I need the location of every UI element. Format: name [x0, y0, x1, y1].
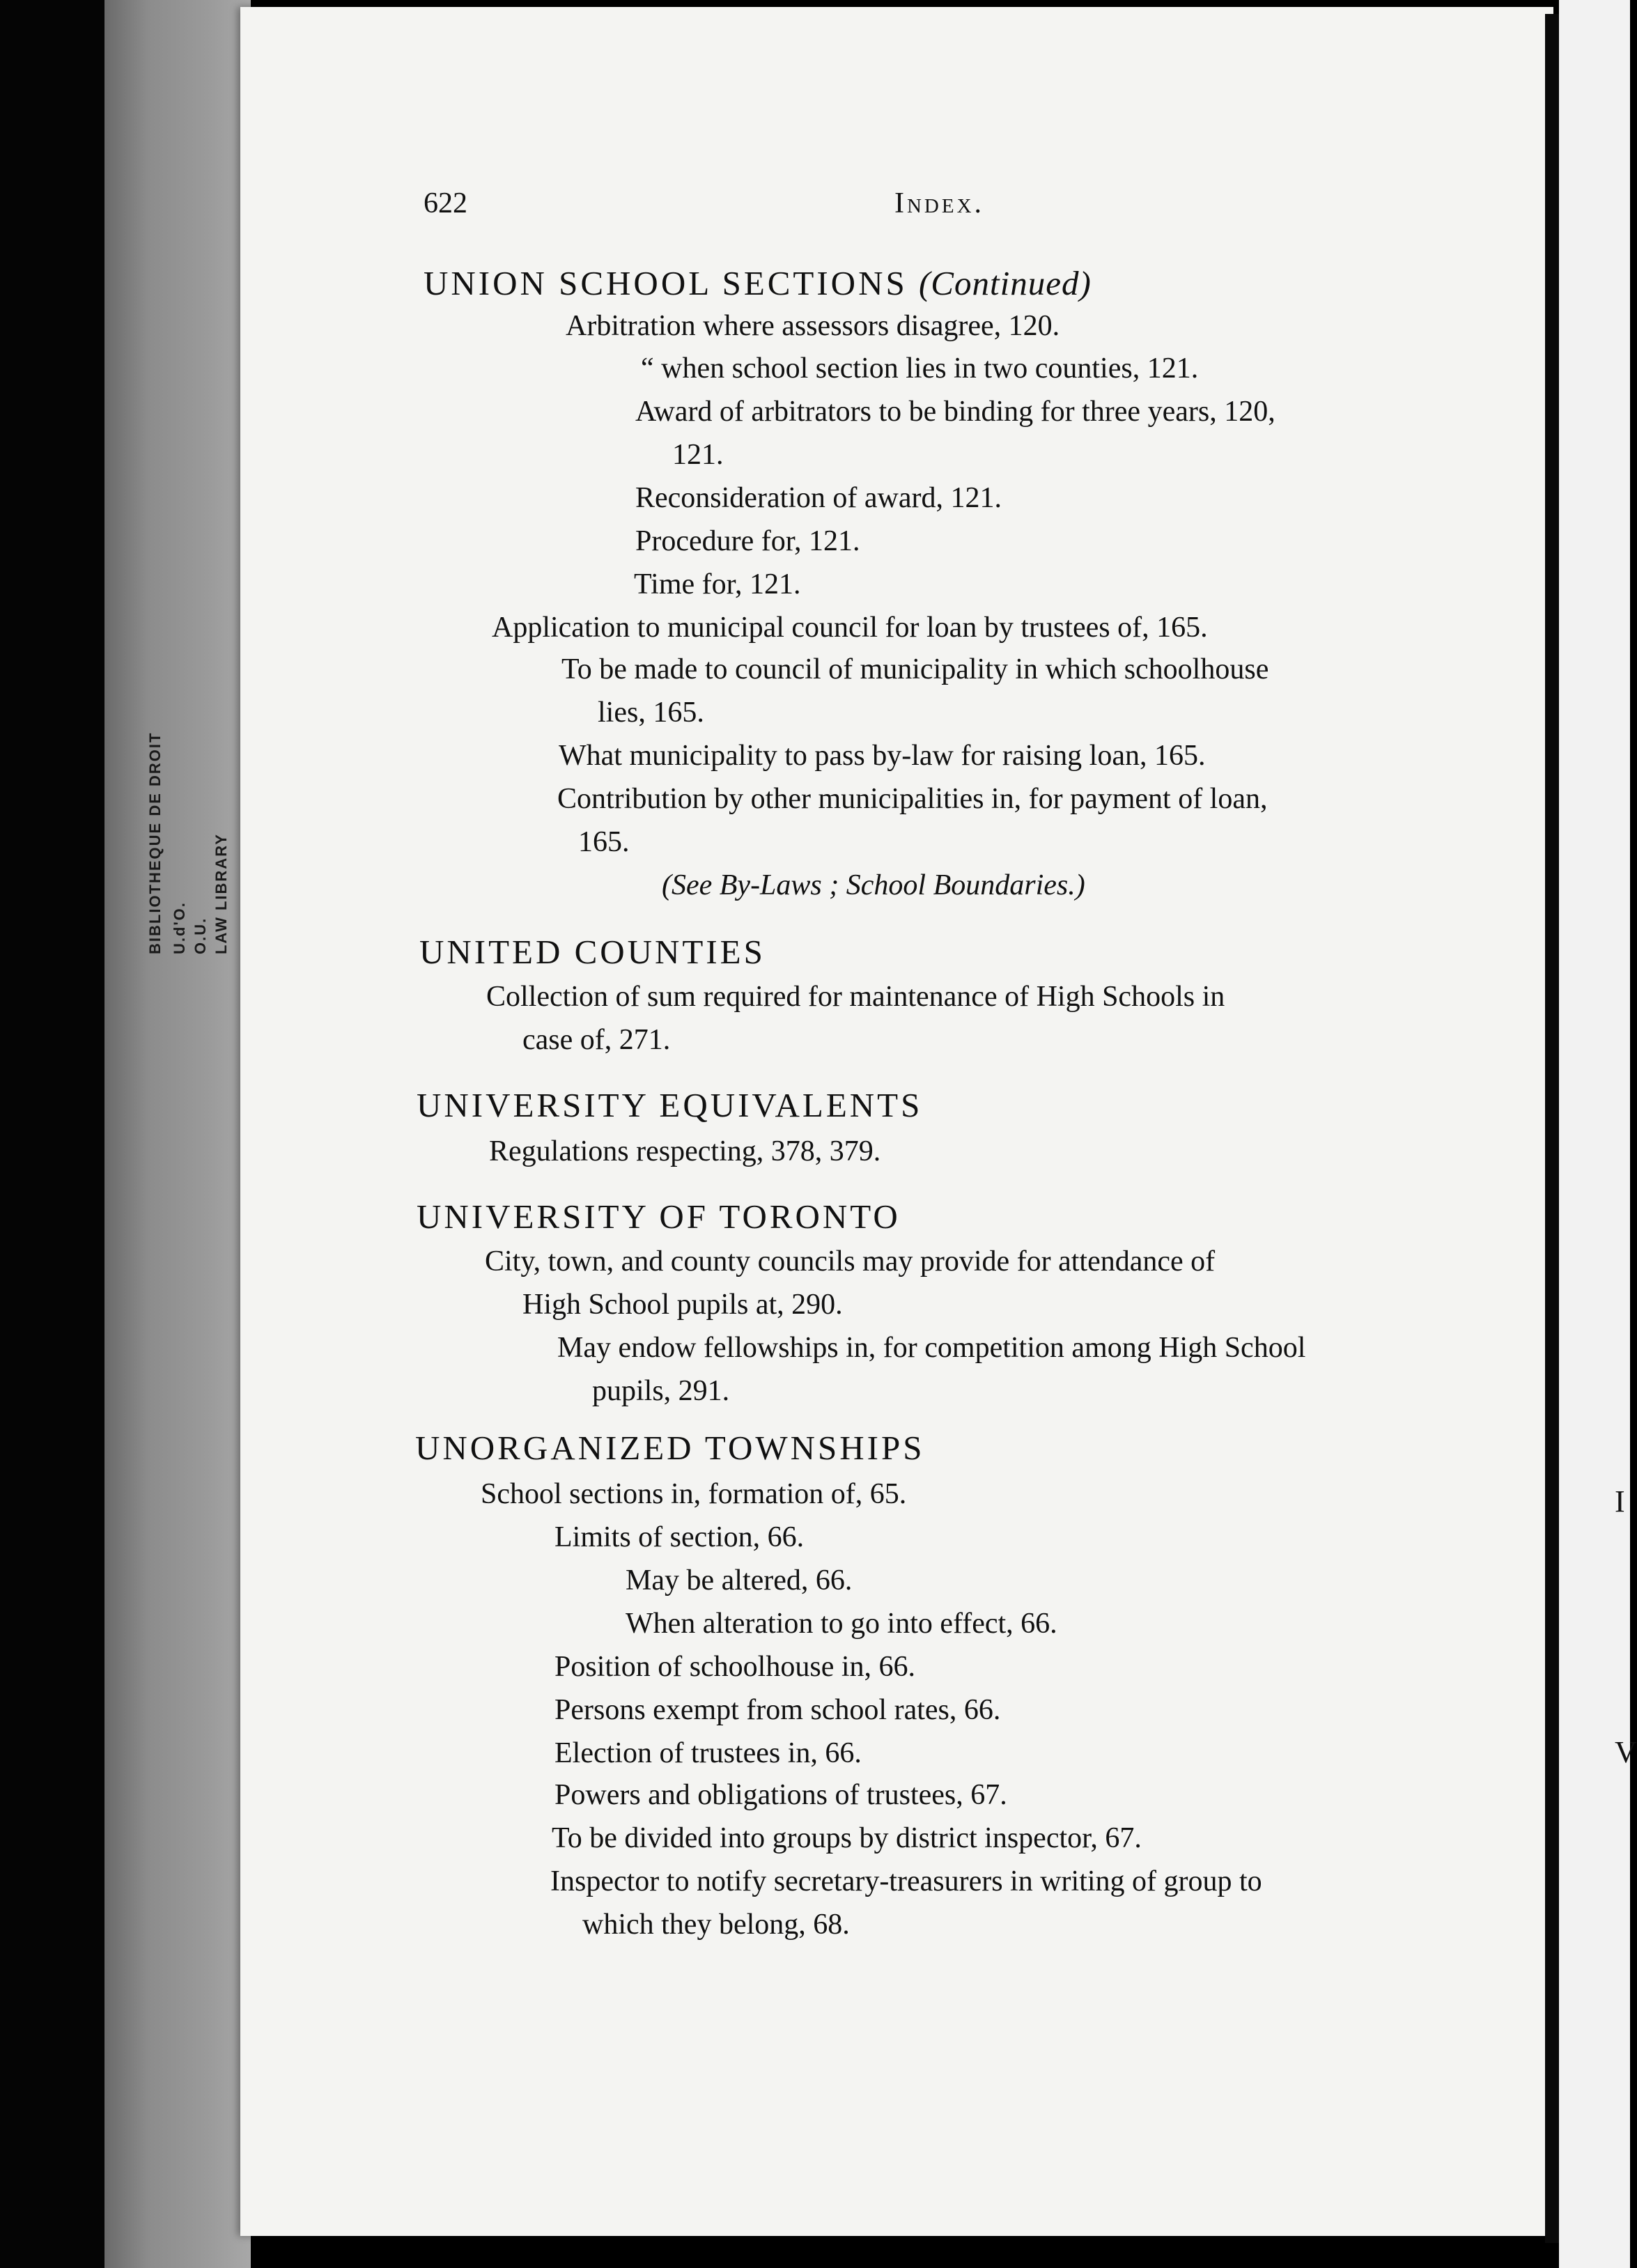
index-entry: Contribution by other municipalities in, for payment of loan,	[557, 783, 1268, 815]
facing-page-gutter	[1545, 14, 1559, 2243]
page-block-edge	[104, 0, 251, 2268]
index-entry: Persons exempt from school rates, 66.	[554, 1694, 1001, 1726]
index-entry: Collection of sum required for maintenance of High Schools in	[486, 981, 1225, 1013]
index-entry: Arbitration where assessors disagree, 120.	[566, 310, 1060, 342]
index-entry: 121.	[672, 439, 724, 471]
index-entry: City, town, and county councils may provide for attendance of	[485, 1245, 1216, 1277]
index-entry: May endow fellowships in, for competition among High School	[557, 1332, 1306, 1364]
index-entry: lies, 165.	[598, 697, 704, 729]
index-entry: Limits of section, 66.	[554, 1521, 805, 1553]
index-entry: Inspector to notify secretary-treasurers in writing of group to	[550, 1865, 1262, 1897]
facing-page-edge	[1559, 0, 1630, 2268]
index-entry: School sections in, formation of, 65.	[481, 1478, 907, 1510]
index-heading	[424, 266, 1092, 300]
index-heading: UNIVERSITY EQUIVALENTS	[417, 1086, 923, 1124]
facing-page-glyph: V	[1615, 1735, 1637, 1769]
running-title: Index.	[894, 187, 985, 219]
index-entry: Reconsideration of award, 121.	[635, 482, 1002, 514]
index-entry: Regulations respecting, 378, 379.	[489, 1135, 881, 1167]
continued-label: (Continued)	[918, 264, 1092, 302]
library-stamp	[139, 536, 230, 954]
index-entry: pupils, 291.	[592, 1375, 730, 1407]
index-entry: Award of arbitrators to be binding for three years, 120,	[635, 396, 1275, 428]
index-heading: UNITED COUNTIES	[419, 933, 766, 971]
facing-page-glyph: I	[1615, 1484, 1625, 1519]
page-number: 622	[424, 187, 467, 219]
index-entry: Procedure for, 121.	[635, 525, 860, 557]
index-entry: When alteration to go into effect, 66.	[626, 1608, 1057, 1640]
index-entry: High School pupils at, 290.	[522, 1289, 843, 1321]
index-entry: “ when school section lies in two counties, 121.	[641, 352, 1199, 385]
heading-text: UNION SCHOOL SECTIONS	[424, 264, 908, 302]
index-entry: Application to municipal council for loan by trustees of, 165.	[492, 612, 1208, 644]
stamp-line: LAW LIBRARY	[212, 833, 230, 954]
index-entry: What municipality to pass by-law for raising loan, 165.	[559, 740, 1206, 772]
index-entry: 165.	[578, 826, 630, 858]
index-entry: Position of schoolhouse in, 66.	[554, 1651, 916, 1683]
index-entry: To be divided into groups by district inspector, 67.	[552, 1822, 1142, 1854]
index-entry: To be made to council of municipality in which schoolhouse	[561, 653, 1269, 685]
stamp-line: O.U.	[192, 917, 209, 954]
index-heading: UNORGANIZED TOWNSHIPS	[415, 1429, 925, 1467]
stamp-line: U.d'O.	[171, 901, 188, 954]
see-also-reference: (See By-Laws ; School Boundaries.)	[662, 869, 1085, 901]
index-entry: which they belong, 68.	[582, 1909, 850, 1941]
index-heading: UNIVERSITY OF TORONTO	[417, 1197, 901, 1236]
book-spine	[0, 0, 104, 2268]
index-entry: Time for, 121.	[634, 568, 801, 600]
stamp-line: BIBLIOTHEQUE DE DROIT	[146, 731, 164, 954]
index-entry: Powers and obligations of trustees, 67.	[554, 1779, 1007, 1811]
index-entry: May be altered, 66.	[626, 1564, 853, 1597]
index-entry: Election of trustees in, 66.	[554, 1737, 862, 1769]
index-entry: case of, 271.	[522, 1024, 671, 1056]
